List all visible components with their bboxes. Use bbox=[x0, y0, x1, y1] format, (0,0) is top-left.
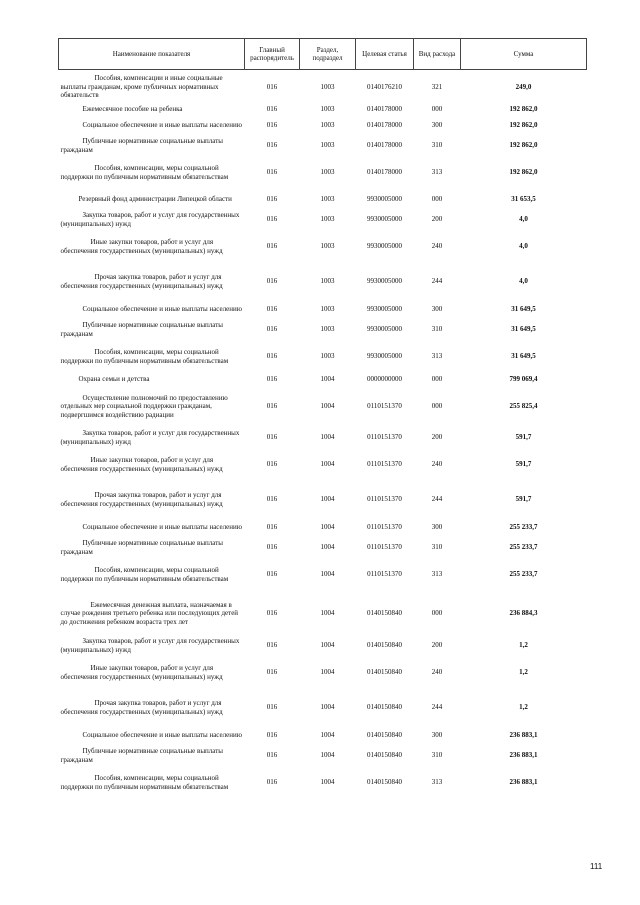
cell-expense: 310 bbox=[431, 751, 443, 760]
cell-section: 1003 bbox=[320, 215, 335, 224]
cell-target: 0140178000 bbox=[367, 141, 402, 150]
table-row bbox=[59, 104, 587, 116]
cell-section: 1004 bbox=[320, 495, 335, 504]
cell-section: 1004 bbox=[320, 641, 335, 650]
cell-target: 0110151370 bbox=[367, 495, 402, 504]
table-row bbox=[59, 656, 587, 690]
cell-admin: 016 bbox=[266, 352, 278, 361]
cell-expense: 300 bbox=[431, 121, 443, 130]
cell-section: 1004 bbox=[320, 523, 335, 532]
cell-admin: 016 bbox=[266, 641, 278, 650]
table-row bbox=[59, 746, 587, 766]
cell-admin: 016 bbox=[266, 668, 278, 677]
cell-target: 0000000000 bbox=[367, 375, 402, 384]
table-row bbox=[59, 558, 587, 592]
cell-section: 1004 bbox=[320, 402, 335, 411]
cell-name: Закупка товаров, работ и услуг для государственных (муниципальных) нужд bbox=[60, 637, 240, 654]
cell-section: 1003 bbox=[320, 325, 335, 334]
cell-name: Социальное обеспечение и иные выплаты населению bbox=[82, 305, 242, 314]
cell-sum: 192 862,0 bbox=[509, 105, 538, 114]
cell-name: Прочая закупка товаров, работ и услуг для обеспечения государственных (муниципальных) нужд bbox=[60, 491, 223, 508]
cell-name: Пособия, компенсации, меры социальной поддержки по публичным нормативным обязательствам bbox=[60, 774, 229, 791]
cell-sum: 1,2 bbox=[519, 641, 528, 650]
cell-admin: 016 bbox=[266, 731, 278, 740]
cell-expense: 313 bbox=[431, 778, 443, 787]
cell-sum: 236 883,1 bbox=[509, 778, 538, 787]
cell-target: 9930005000 bbox=[367, 195, 402, 204]
cell-admin: 016 bbox=[266, 495, 278, 504]
cell-expense: 310 bbox=[431, 543, 443, 552]
cell-name: Пособия, компенсации, меры социальной поддержки по публичным нормативным обязательствам bbox=[60, 164, 229, 181]
cell-target: 0140178000 bbox=[367, 168, 402, 177]
cell-sum: 236 883,1 bbox=[509, 731, 538, 740]
cell-admin: 016 bbox=[266, 543, 278, 552]
cell-expense: 244 bbox=[431, 277, 443, 286]
cell-expense: 000 bbox=[431, 402, 443, 411]
table-row bbox=[59, 386, 587, 428]
cell-section: 1003 bbox=[320, 168, 335, 177]
cell-expense: 000 bbox=[431, 105, 443, 114]
cell-name: Пособия, компенсации и иные социальные выплаты гражданам, кроме публичных нормативных обязательств bbox=[60, 74, 223, 99]
cell-target: 0110151370 bbox=[367, 433, 402, 442]
cell-name: Пособия, компенсации, меры социальной поддержки по публичным нормативным обязательствам bbox=[60, 566, 229, 583]
cell-expense: 000 bbox=[431, 195, 443, 204]
cell-section: 1004 bbox=[320, 751, 335, 760]
cell-section: 1004 bbox=[320, 778, 335, 787]
cell-admin: 016 bbox=[266, 242, 278, 251]
table-row bbox=[59, 320, 587, 340]
cell-admin: 016 bbox=[266, 778, 278, 787]
cell-admin: 016 bbox=[266, 215, 278, 224]
table-row bbox=[59, 726, 587, 746]
cell-expense: 300 bbox=[431, 305, 443, 314]
cell-sum: 192 862,0 bbox=[509, 121, 538, 130]
cell-name: Ежемесячная денежная выплата, назначаемая в случае рождения третьего ребенка или последующих детей до достижения ребенком возраста трех лет bbox=[60, 600, 239, 626]
cell-section: 1004 bbox=[320, 433, 335, 442]
table-row bbox=[59, 538, 587, 558]
cell-name: Закупка товаров, работ и услуг для государственных (муниципальных) нужд bbox=[60, 429, 240, 446]
table-header-row bbox=[59, 39, 587, 70]
cell-expense: 240 bbox=[431, 460, 443, 469]
cell-name: Закупка товаров, работ и услуг для государственных (муниципальных) нужд bbox=[60, 211, 240, 228]
cell-sum: 591,7 bbox=[515, 433, 532, 442]
cell-section: 1004 bbox=[320, 703, 335, 712]
cell-admin: 016 bbox=[266, 277, 278, 286]
cell-expense: 000 bbox=[431, 609, 443, 618]
table-row bbox=[59, 116, 587, 136]
cell-sum: 4,0 bbox=[519, 242, 528, 251]
cell-admin: 016 bbox=[266, 609, 278, 618]
cell-name: Социальное обеспечение и иные выплаты населению bbox=[82, 523, 242, 532]
cell-target: 0140176210 bbox=[367, 82, 402, 91]
cell-sum: 236 883,1 bbox=[509, 751, 538, 760]
cell-admin: 016 bbox=[266, 305, 278, 314]
cell-target: 0110151370 bbox=[367, 402, 402, 411]
table-row bbox=[59, 690, 587, 726]
cell-sum: 31 649,5 bbox=[511, 352, 536, 361]
cell-section: 1003 bbox=[320, 105, 335, 114]
cell-expense: 313 bbox=[431, 168, 443, 177]
cell-name: Публичные нормативные социальные выплаты гражданам bbox=[60, 747, 223, 764]
cell-expense: 244 bbox=[431, 495, 443, 504]
header-sum: Сумма bbox=[461, 39, 587, 70]
cell-expense: 200 bbox=[431, 433, 443, 442]
cell-section: 1004 bbox=[320, 375, 335, 384]
cell-sum: 255 233,7 bbox=[509, 523, 538, 532]
cell-admin: 016 bbox=[266, 105, 278, 114]
cell-admin: 016 bbox=[266, 121, 278, 130]
cell-target: 0140150840 bbox=[367, 609, 402, 618]
cell-section: 1003 bbox=[320, 121, 335, 130]
cell-expense: 313 bbox=[431, 570, 443, 579]
cell-sum: 591,7 bbox=[515, 495, 532, 504]
header-target: Целевая статья bbox=[356, 39, 414, 70]
cell-target: 0140150840 bbox=[367, 641, 402, 650]
cell-section: 1004 bbox=[320, 609, 335, 618]
cell-target: 0140150840 bbox=[367, 778, 402, 787]
cell-target: 0140150840 bbox=[367, 751, 402, 760]
cell-expense: 000 bbox=[431, 375, 443, 384]
cell-section: 1004 bbox=[320, 731, 335, 740]
cell-admin: 016 bbox=[266, 523, 278, 532]
cell-sum: 249,0 bbox=[515, 82, 532, 91]
header-admin: Главный распорядитель bbox=[245, 39, 300, 70]
cell-admin: 016 bbox=[266, 570, 278, 579]
table-row bbox=[59, 210, 587, 230]
cell-section: 1003 bbox=[320, 305, 335, 314]
cell-section: 1004 bbox=[320, 543, 335, 552]
table-row bbox=[59, 300, 587, 320]
cell-target: 0140150840 bbox=[367, 703, 402, 712]
cell-admin: 016 bbox=[266, 325, 278, 334]
cell-target: 0110151370 bbox=[367, 460, 402, 469]
cell-admin: 016 bbox=[266, 402, 278, 411]
cell-admin: 016 bbox=[266, 751, 278, 760]
table-row bbox=[59, 448, 587, 482]
cell-name: Социальное обеспечение и иные выплаты населению bbox=[82, 121, 242, 130]
table-row bbox=[59, 636, 587, 656]
cell-section: 1004 bbox=[320, 570, 335, 579]
cell-sum: 31 649,5 bbox=[511, 325, 536, 334]
cell-sum: 192 862,0 bbox=[509, 141, 538, 150]
cell-section: 1004 bbox=[320, 460, 335, 469]
cell-sum: 1,2 bbox=[519, 703, 528, 712]
cell-name: Осуществление полномочий по предоставлению отдельных мер социальной поддержки гражданам, подвергшимся воздействию радиации bbox=[60, 393, 228, 419]
cell-section: 1003 bbox=[320, 82, 335, 91]
cell-section: 1004 bbox=[320, 668, 335, 677]
cell-sum: 192 862,0 bbox=[509, 168, 538, 177]
cell-expense: 200 bbox=[431, 641, 443, 650]
cell-expense: 200 bbox=[431, 215, 443, 224]
table-row bbox=[59, 592, 587, 636]
cell-sum: 591,7 bbox=[515, 460, 532, 469]
table-row bbox=[59, 428, 587, 448]
cell-section: 1003 bbox=[320, 242, 335, 251]
cell-name: Ежемесячное пособие на ребенка bbox=[82, 105, 183, 114]
cell-target: 9930005000 bbox=[367, 277, 402, 286]
cell-target: 0140178000 bbox=[367, 105, 402, 114]
cell-section: 1003 bbox=[320, 141, 335, 150]
cell-admin: 016 bbox=[266, 460, 278, 469]
cell-expense: 244 bbox=[431, 703, 443, 712]
cell-sum: 255 825,4 bbox=[509, 402, 538, 411]
cell-name: Прочая закупка товаров, работ и услуг для обеспечения государственных (муниципальных) нужд bbox=[60, 273, 223, 290]
table-row bbox=[59, 70, 587, 104]
cell-section: 1003 bbox=[320, 277, 335, 286]
cell-admin: 016 bbox=[266, 375, 278, 384]
cell-expense: 240 bbox=[431, 668, 443, 677]
cell-sum: 255 233,7 bbox=[509, 570, 538, 579]
cell-name: Публичные нормативные социальные выплаты гражданам bbox=[60, 321, 223, 338]
cell-expense: 313 bbox=[431, 352, 443, 361]
cell-expense: 300 bbox=[431, 731, 443, 740]
cell-section: 1003 bbox=[320, 352, 335, 361]
cell-expense: 310 bbox=[431, 325, 443, 334]
page-number: 111 bbox=[590, 862, 603, 871]
cell-name: Иные закупки товаров, работ и услуг для обеспечения государственных (муниципальных) нужд bbox=[60, 456, 223, 473]
table-row bbox=[59, 766, 587, 800]
cell-admin: 016 bbox=[266, 141, 278, 150]
header-expense: Вид расхода bbox=[414, 39, 461, 70]
budget-table bbox=[58, 38, 587, 800]
cell-admin: 016 bbox=[266, 168, 278, 177]
cell-sum: 255 233,7 bbox=[509, 543, 538, 552]
cell-sum: 236 884,3 bbox=[509, 609, 538, 618]
cell-admin: 016 bbox=[266, 703, 278, 712]
cell-sum: 4,0 bbox=[519, 215, 528, 224]
cell-name: Публичные нормативные социальные выплаты гражданам bbox=[60, 137, 223, 154]
cell-target: 9930005000 bbox=[367, 325, 402, 334]
header-section: Раздел, подраздел bbox=[300, 39, 356, 70]
cell-sum: 1,2 bbox=[519, 668, 528, 677]
cell-sum: 799 069,4 bbox=[509, 375, 538, 384]
table-row bbox=[59, 156, 587, 190]
cell-name: Пособия, компенсации, меры социальной поддержки по публичным нормативным обязательствам bbox=[60, 348, 229, 365]
table-row bbox=[59, 340, 587, 374]
cell-name: Публичные нормативные социальные выплаты гражданам bbox=[60, 539, 223, 556]
cell-sum: 31 653,5 bbox=[511, 195, 536, 204]
header-name: Наименование показателя bbox=[59, 39, 245, 70]
cell-name: Прочая закупка товаров, работ и услуг для обеспечения государственных (муниципальных) нужд bbox=[60, 699, 223, 716]
cell-expense: 240 bbox=[431, 242, 443, 251]
cell-sum: 31 649,5 bbox=[511, 305, 536, 314]
cell-target: 9930005000 bbox=[367, 352, 402, 361]
cell-target: 9930005000 bbox=[367, 242, 402, 251]
cell-name: Иные закупки товаров, работ и услуг для обеспечения государственных (муниципальных) нужд bbox=[60, 664, 223, 681]
cell-target: 0140178000 bbox=[367, 121, 402, 130]
cell-target: 9930005000 bbox=[367, 305, 402, 314]
cell-name: Резервный фонд администрации Липецкой области bbox=[78, 195, 232, 204]
cell-target: 0110151370 bbox=[367, 523, 402, 532]
cell-target: 9930005000 bbox=[367, 215, 402, 224]
table-row bbox=[59, 230, 587, 264]
cell-target: 0110151370 bbox=[367, 543, 402, 552]
cell-name: Социальное обеспечение и иные выплаты населению bbox=[82, 731, 242, 740]
table-row bbox=[59, 482, 587, 518]
table-row bbox=[59, 136, 587, 156]
cell-target: 0110151370 bbox=[367, 570, 402, 579]
cell-sum: 4,0 bbox=[519, 277, 528, 286]
cell-admin: 016 bbox=[266, 82, 278, 91]
cell-admin: 016 bbox=[266, 433, 278, 442]
cell-name: Иные закупки товаров, работ и услуг для обеспечения государственных (муниципальных) нужд bbox=[60, 238, 223, 255]
table-row bbox=[59, 374, 587, 386]
cell-target: 0140150840 bbox=[367, 731, 402, 740]
cell-target: 0140150840 bbox=[367, 668, 402, 677]
cell-expense: 321 bbox=[431, 82, 443, 91]
table-row bbox=[59, 264, 587, 300]
cell-admin: 016 bbox=[266, 195, 278, 204]
cell-expense: 310 bbox=[431, 141, 443, 150]
cell-section: 1003 bbox=[320, 195, 335, 204]
table-row bbox=[59, 190, 587, 210]
cell-name: Охрана семьи и детства bbox=[78, 375, 150, 384]
table-row bbox=[59, 518, 587, 538]
cell-expense: 300 bbox=[431, 523, 443, 532]
